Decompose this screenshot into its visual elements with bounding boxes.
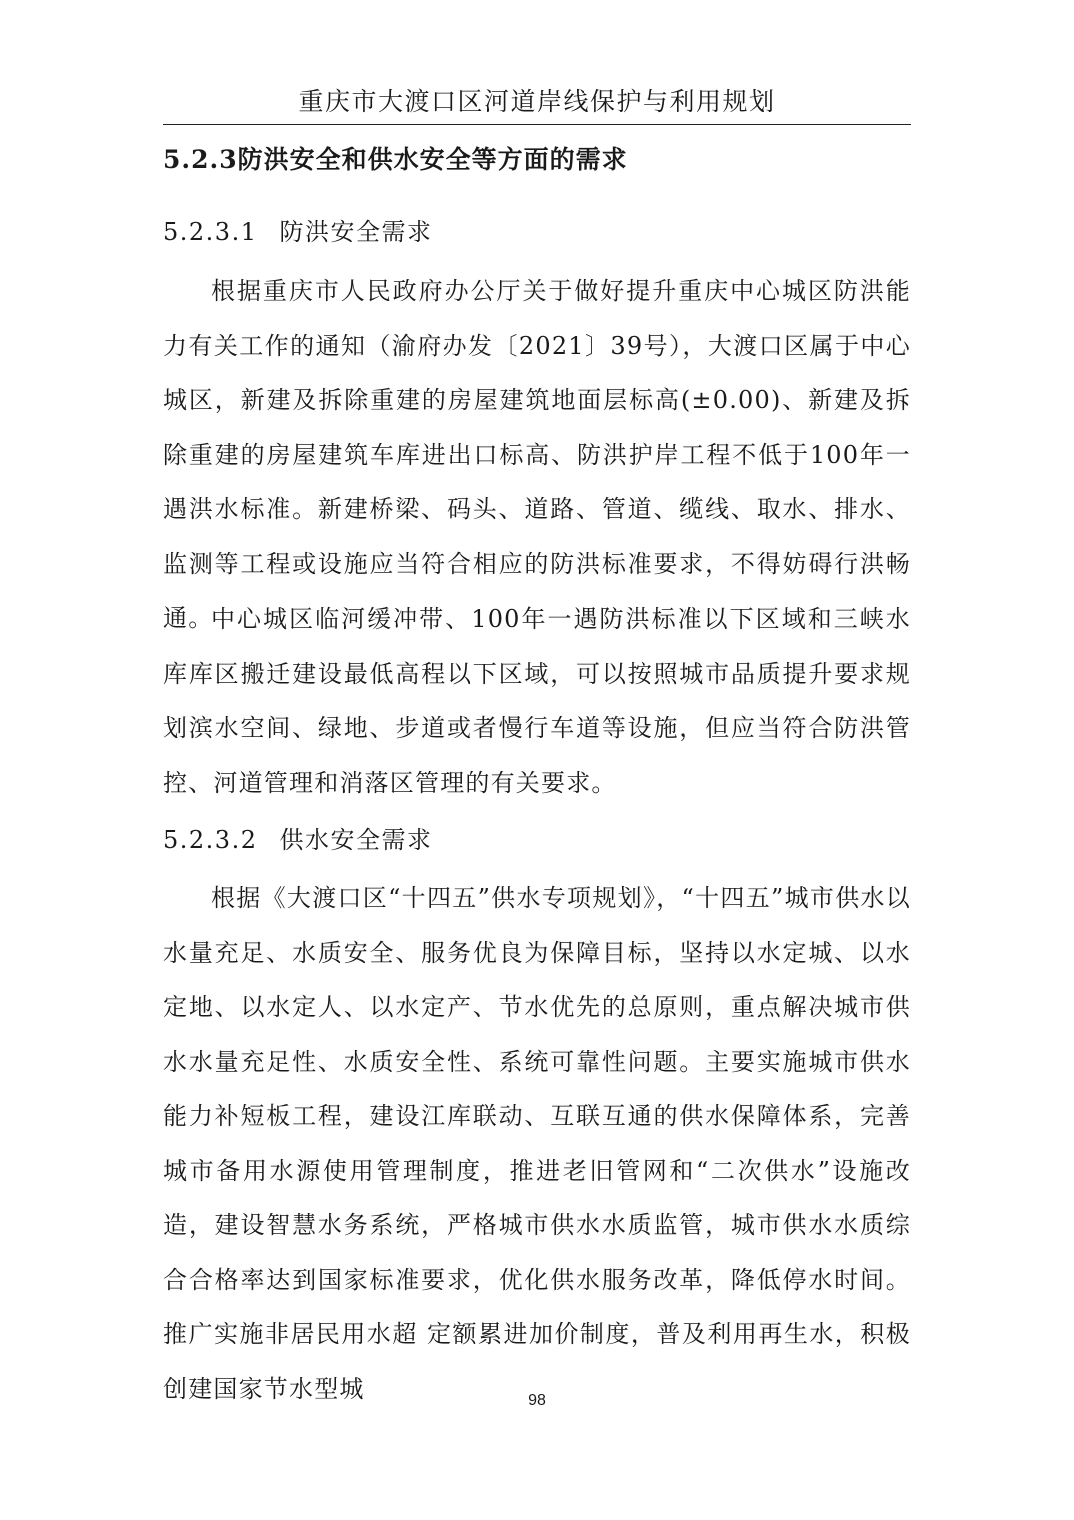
subsection-heading-water-supply <box>163 822 432 858</box>
subsection-number: 5.2.3.1 <box>163 218 258 246</box>
subsection-number: 5.2.3.2 <box>163 826 258 854</box>
subsection-heading-flood <box>163 214 432 250</box>
paragraph-water-supply-plan: 根据《大渡口区“十四五”供水专项规划》，“十四五”城市供水以水量充足、水质安全、服务优良为保障目标，坚持以水定城、以水定地、以水定人、以水定产、节水优先的总原则，重点解决城市供水水量充足性、水质安全性、系统可靠性问题。主要实施城市供水能力补短板工程，建设江库联动、互联互通的供水保障体系，完善城市备用水源使用管理制度，推进老旧管网和“二次供水”设施改造，建设智慧水务系统，严格城市供水水质监管，城市供水水质综合合格率达到国家标准要求，优化供水服务改革，降低停水时间。推广实施非居民用水超 定额累进加价制度，普及利用再生水，积极创建国家节水型城 <box>163 884 911 1403</box>
header-divider <box>163 124 911 125</box>
subsection-title: 供水安全需求 <box>279 826 433 854</box>
section-heading: 5.2.3防洪安全和供水安全等方面的需求 <box>163 145 628 174</box>
subsection-title: 防洪安全需求 <box>279 218 433 246</box>
paragraph-flood-standard: 根据重庆市人民政府办公厅关于做好提升重庆中心城区防洪能力有关工作的通知（渝府办发〔2021〕39号），大渡口区属于中心城区，新建及拆除重建的房屋建筑地面层标高(±0.00)、新建及拆除重建的房屋建筑车库进出口标高、防洪护岸工程不低于100年一遇洪水标准。新建桥梁、码头、道路、管道、缆线、取水、排水、监测等工程或设施应当符合相应的防洪标准要求，不得妨碍行洪畅通。 <box>163 277 911 632</box>
page-number: 98 <box>528 1392 546 1409</box>
header-title: 重庆市大渡口区河道岸线保护与利用规划 <box>298 87 776 116</box>
paragraph-buffer-zone: 中心城区临河缓冲带、100年一遇防洪标准以下区域和三峡水库库区搬迁建设最低高程以下区域，可以按照城市品质提升要求规划滨水空间、绿地、步道或者慢行车道等设施，但应当符合防洪管控、河道管理和消落区管理的有关要求。 <box>163 605 911 797</box>
